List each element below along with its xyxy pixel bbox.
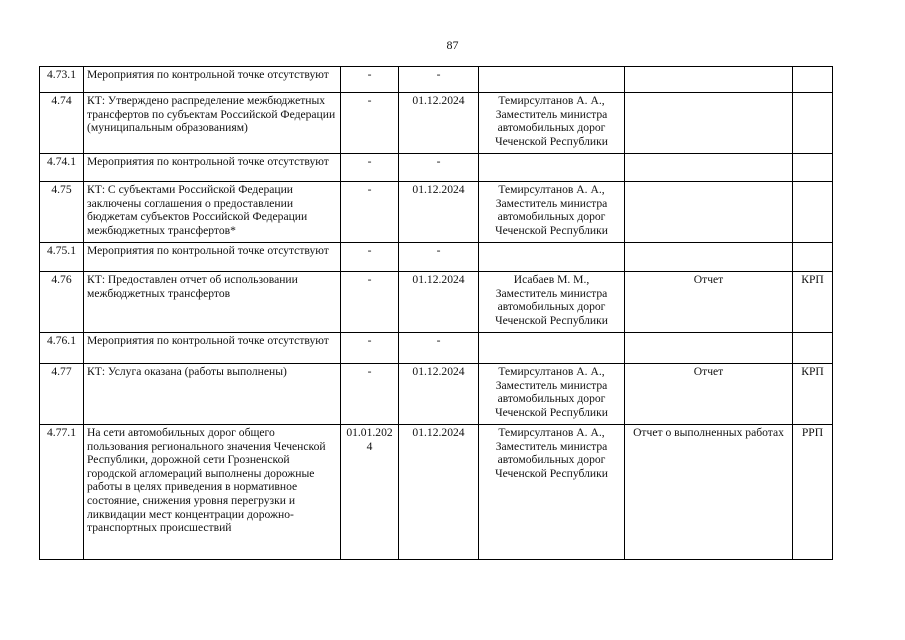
row-responsible	[479, 243, 625, 272]
row-end-date: -	[399, 243, 479, 272]
table-row	[40, 364, 833, 425]
plan-table	[39, 66, 833, 560]
table-row	[40, 154, 833, 182]
row-start-date: -	[341, 333, 399, 364]
row-end-date: -	[399, 333, 479, 364]
table-row	[40, 425, 833, 560]
row-responsible	[479, 67, 625, 93]
page-number: 87	[446, 38, 459, 52]
row-number: 4.76.1	[40, 333, 84, 364]
row-number: 4.76	[40, 272, 84, 333]
row-end-date: 01.12.2024	[399, 182, 479, 243]
row-start-date: -	[341, 93, 399, 154]
row-description: Мероприятия по контрольной точке отсутствуют	[84, 243, 341, 272]
row-document	[625, 243, 793, 272]
row-description: На сети автомобильных дорог общего пользования регионального значения Чеченской Республики, дорожной сети Грозненской городской агломераций выполнены дорожные работы в целях приведения в нормативное состояние, снижения уровня перегрузки и ликвидации мест концентрации дорожно-транспортных происшествий	[84, 425, 341, 560]
row-document: Отчет	[625, 364, 793, 425]
row-document: Отчет	[625, 272, 793, 333]
row-responsible	[479, 154, 625, 182]
table-row	[40, 333, 833, 364]
row-responsible: Исабаев М. М., Заместитель министра автомобильных дорог Чеченской Республики	[479, 272, 625, 333]
row-number: 4.75	[40, 182, 84, 243]
row-end-date: 01.12.2024	[399, 425, 479, 560]
table-row	[40, 243, 833, 272]
row-number: 4.74	[40, 93, 84, 154]
row-number: 4.73.1	[40, 67, 84, 93]
row-responsible: Темирсултанов А. А., Заместитель министра автомобильных дорог Чеченской Республики	[479, 182, 625, 243]
row-description: Мероприятия по контрольной точке отсутствуют	[84, 154, 341, 182]
row-description: Мероприятия по контрольной точке отсутствуют	[84, 67, 341, 93]
row-number: 4.75.1	[40, 243, 84, 272]
row-start-date: -	[341, 67, 399, 93]
row-system	[793, 154, 833, 182]
row-responsible: Темирсултанов А. А., Заместитель министра автомобильных дорог Чеченской Республики	[479, 93, 625, 154]
row-start-date: -	[341, 182, 399, 243]
row-end-date: 01.12.2024	[399, 93, 479, 154]
row-description: КТ: С субъектами Российской Федерации заключены соглашения о предоставлении бюджетам субъектов Российской Федерации межбюджетных трансфертов*	[84, 182, 341, 243]
row-document: Отчет о выполненных работах	[625, 425, 793, 560]
row-system	[793, 182, 833, 243]
row-end-date: 01.12.2024	[399, 364, 479, 425]
row-description: КТ: Утверждено распределение межбюджетных трансфертов по субъектам Российской Федерации (муниципальным образованиям)	[84, 93, 341, 154]
row-system	[793, 67, 833, 93]
row-system: КРП	[793, 272, 833, 333]
row-system	[793, 333, 833, 364]
table-row	[40, 67, 833, 93]
row-start-date: -	[341, 243, 399, 272]
row-system: КРП	[793, 364, 833, 425]
row-system: РРП	[793, 425, 833, 560]
row-responsible: Темирсултанов А. А., Заместитель министра автомобильных дорог Чеченской Республики	[479, 364, 625, 425]
row-document	[625, 67, 793, 93]
row-description: КТ: Предоставлен отчет об использовании межбюджетных трансфертов	[84, 272, 341, 333]
row-document	[625, 182, 793, 243]
row-system	[793, 93, 833, 154]
row-document	[625, 333, 793, 364]
row-end-date: -	[399, 67, 479, 93]
row-end-date: 01.12.2024	[399, 272, 479, 333]
row-start-date: 01.01.2024	[341, 425, 399, 560]
table-row	[40, 272, 833, 333]
table-row	[40, 93, 833, 154]
row-start-date: -	[341, 154, 399, 182]
row-number: 4.77.1	[40, 425, 84, 560]
row-number: 4.74.1	[40, 154, 84, 182]
row-description: КТ: Услуга оказана (работы выполнены)	[84, 364, 341, 425]
row-number: 4.77	[40, 364, 84, 425]
row-description: Мероприятия по контрольной точке отсутствуют	[84, 333, 341, 364]
row-end-date: -	[399, 154, 479, 182]
row-document	[625, 93, 793, 154]
row-start-date: -	[341, 272, 399, 333]
row-responsible: Темирсултанов А. А., Заместитель министра автомобильных дорог Чеченской Республики	[479, 425, 625, 560]
row-responsible	[479, 333, 625, 364]
row-start-date: -	[341, 364, 399, 425]
table-row	[40, 182, 833, 243]
row-document	[625, 154, 793, 182]
row-system	[793, 243, 833, 272]
